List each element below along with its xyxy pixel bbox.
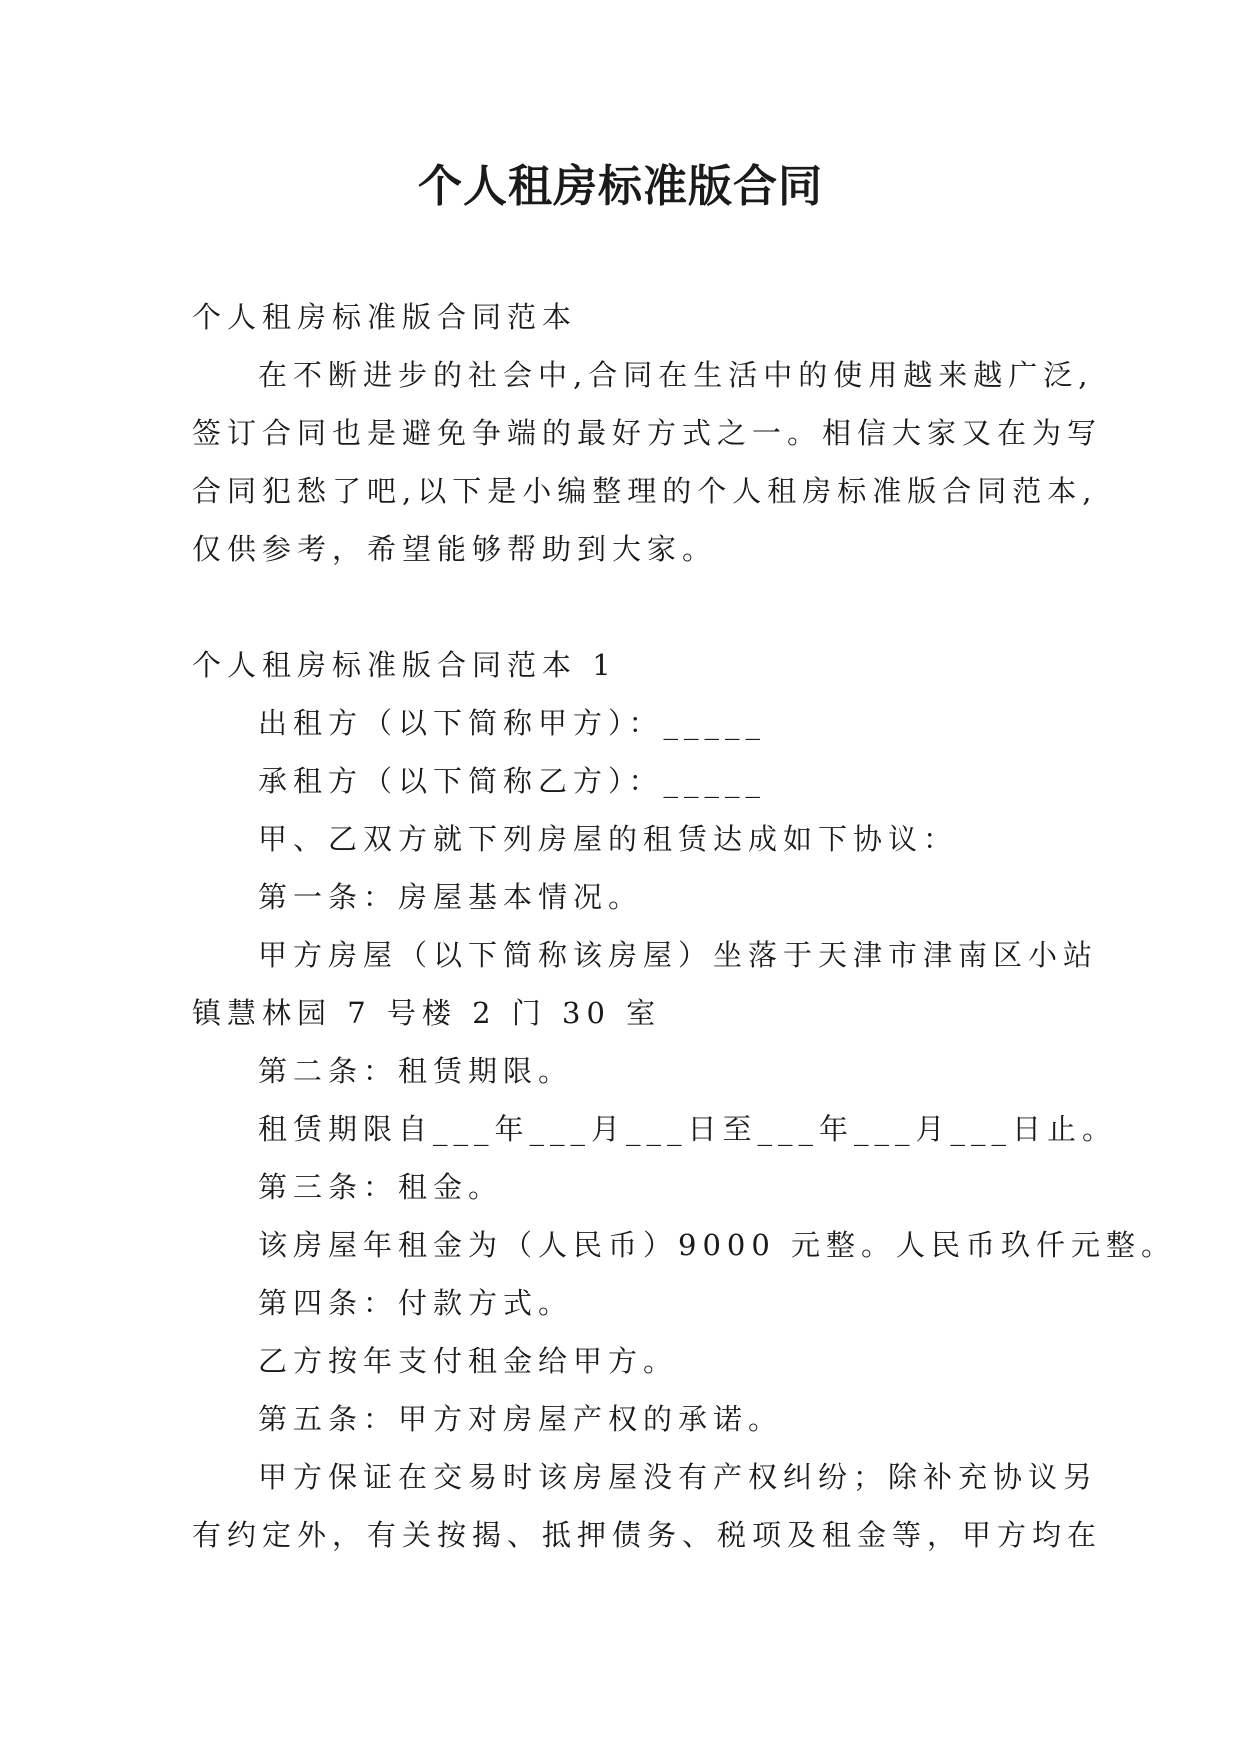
paragraph-line: 有约定外，有关按揭、抵押债务、税项及租金等，甲方均在 — [192, 1518, 1103, 1552]
paragraph-line: 租赁期限自___年___月___日至___年___月___日止。 — [258, 1112, 1118, 1146]
article-heading: 第二条：租赁期限。 — [258, 1054, 574, 1088]
lessee-line: 承租方（以下简称乙方）：_____ — [258, 764, 767, 798]
section-heading: 个人租房标准版合同范本 1 — [192, 648, 617, 682]
paragraph-spacer — [192, 578, 1052, 636]
document-body — [192, 288, 1177, 1564]
document-title: 个人租房标准版合同 — [418, 161, 823, 212]
paragraph-line: 甲方房屋（以下简称该房屋）坐落于天津市津南区小站 — [258, 938, 1099, 972]
agreement-intro: 甲、乙双方就下列房屋的租赁达成如下协议： — [258, 822, 959, 856]
article-heading: 第四条：付款方式。 — [258, 1286, 574, 1320]
paragraph-line: 镇慧林园 7 号楼 2 门 30 室 — [192, 996, 662, 1030]
paragraph-line: 该房屋年租金为（人民币）9000 元整。人民币玖仟元整。 — [258, 1228, 1177, 1262]
section-heading: 个人租房标准版合同范本 — [192, 300, 578, 334]
paragraph-line: 签订合同也是避免争端的最好方式之一。相信大家又在为写 — [192, 416, 1103, 450]
paragraph-line: 在不断进步的社会中,合同在生活中的使用越来越广泛, — [258, 358, 1094, 392]
paragraph-line: 仅供参考，希望能够帮助到大家。 — [192, 532, 718, 566]
lessor-line: 出租方（以下简称甲方）：_____ — [258, 706, 767, 740]
paragraph-line: 合同犯愁了吧,以下是小编整理的个人租房标准版合同范本, — [192, 474, 1098, 508]
paragraph-line: 乙方按年支付租金给甲方。 — [258, 1344, 679, 1378]
article-heading: 第五条：甲方对房屋产权的承诺。 — [258, 1402, 784, 1436]
article-heading: 第一条：房屋基本情况。 — [258, 880, 644, 914]
article-heading: 第三条：租金。 — [258, 1170, 504, 1204]
paragraph-line: 甲方保证在交易时该房屋没有产权纠纷；除补充协议另 — [258, 1460, 1099, 1494]
